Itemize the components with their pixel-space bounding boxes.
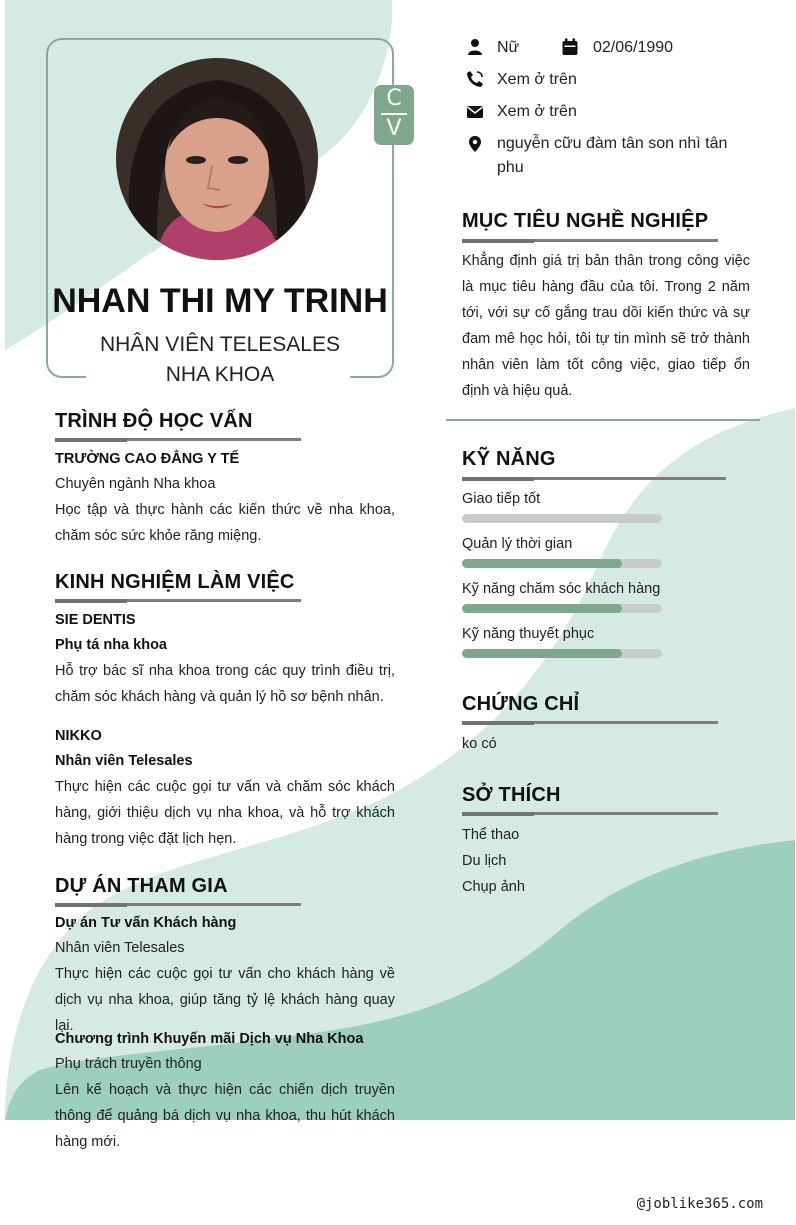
watermark: @joblike365.com xyxy=(636,1196,763,1212)
skills-title: KỸ NĂNG xyxy=(462,448,556,470)
certificates-title: CHỨNG CHỈ xyxy=(462,693,580,715)
projects-title: DỰ ÁN THAM GIA xyxy=(55,875,228,897)
skill-bar xyxy=(462,649,662,658)
skill-name: Kỹ năng chăm sóc khách hàng xyxy=(462,581,661,597)
objective-text: Khẳng định giá trị bản thân trong công việc là mục tiêu hàng đầu của tôi. Trong 2 năm tới, với sự cố gắng trau dồi kiến thức và sự đam mê học hỏi, tôi tự tin mình sẽ trở thành nhân viên làm tốt công việc, giao tiếp ổn định và hiệu quả. xyxy=(462,253,750,399)
experience-company: NIKKO xyxy=(55,728,102,744)
education-major: Chuyên ngành Nha khoa xyxy=(55,476,216,492)
hobby-item: Thể thao xyxy=(462,827,520,843)
skill-name: Giao tiếp tốt xyxy=(462,491,541,507)
hobbies-title: SỞ THÍCH xyxy=(462,784,561,806)
hobbies-rule xyxy=(462,812,718,815)
project-role: Phụ trách truyền thông xyxy=(55,1056,202,1072)
phone-value: Xem ở trên xyxy=(497,71,577,88)
project-name: Chương trình Khuyến mãi Dịch vụ Nha Khoa xyxy=(55,1031,364,1047)
role-line-2: NHA KHOA xyxy=(165,363,275,386)
experience-rule xyxy=(55,599,301,602)
experience-position: Phụ tá nha khoa xyxy=(55,637,167,653)
address-value: nguyễn cữu đàm tân son nhì tân phu xyxy=(497,135,728,176)
projects-rule xyxy=(55,903,301,906)
skill-name: Quản lý thời gian xyxy=(462,536,573,552)
cv-badge xyxy=(374,85,414,145)
skill-bar-fill xyxy=(462,604,622,613)
section-divider xyxy=(446,419,760,421)
gender-value: Nữ xyxy=(497,39,520,56)
experience-description: Thực hiện các cuộc gọi tư vấn và chăm sóc khách hàng, giới thiệu dịch vụ nha khoa, và hỗ trợ khách hàng trong việc đặt lịch hẹn. xyxy=(55,779,395,847)
hobby-item: Chụp ảnh xyxy=(462,879,525,895)
project-role: Nhân viên Telesales xyxy=(55,940,185,956)
skill-bar xyxy=(462,604,662,613)
project-name: Dự án Tư vấn Khách hàng xyxy=(55,915,237,931)
candidate-name: NHAN THI MY TRINH xyxy=(52,282,388,320)
skill-bar xyxy=(462,514,662,523)
objective-rule xyxy=(462,239,718,242)
role-line-1: NHÂN VIÊN TELESALES xyxy=(99,333,341,356)
skill-bar-fill xyxy=(462,649,622,658)
certificates-rule xyxy=(462,721,718,724)
education-rule xyxy=(55,438,301,441)
birthday-value: 02/06/1990 xyxy=(593,39,674,56)
education-description: Học tập và thực hành các kiến thức về nha khoa, chăm sóc sức khỏe răng miệng. xyxy=(55,502,395,544)
skills-rule xyxy=(462,477,726,480)
school-name: TRƯỜNG CAO ĐẲNG Y TẾ xyxy=(55,451,240,467)
project-description: Thực hiện các cuộc gọi tư vấn cho khách hàng về dịch vụ nha khoa, giúp tăng tỷ lệ khách hàng quay lại. xyxy=(55,966,395,1034)
calendar-icon xyxy=(561,38,579,56)
experience-position: Nhân viên Telesales xyxy=(55,753,193,769)
person-icon xyxy=(466,38,484,56)
skill-name: Kỹ năng thuyết phục xyxy=(462,626,595,642)
experience-title: KINH NGHIỆM LÀM VIỆC xyxy=(55,571,295,593)
phone-icon xyxy=(466,70,484,88)
education-title: TRÌNH ĐỘ HỌC VẤN xyxy=(55,410,253,432)
skill-bar xyxy=(462,559,662,568)
cv-badge-bottom: V xyxy=(386,115,402,141)
map-pin-icon xyxy=(466,135,484,153)
experience-description: Hỗ trợ bác sĩ nha khoa trong các quy trình điều trị, chăm sóc khách hàng và quản lý hồ sơ bệnh nhân. xyxy=(55,663,395,705)
skill-bar-fill xyxy=(462,559,622,568)
certificates-text: ko có xyxy=(462,736,497,752)
cv-badge-top: C xyxy=(386,86,402,111)
experience-company: SIE DENTIS xyxy=(55,612,136,628)
objective-title: MỤC TIÊU NGHỀ NGHIỆP xyxy=(462,210,709,232)
avatar xyxy=(116,58,318,260)
project-description: Lên kế hoạch và thực hiện các chiến dịch truyền thông để quảng bá dịch vụ nha khoa, thu hút khách hàng mới. xyxy=(55,1082,395,1150)
candidate-role xyxy=(46,330,394,390)
envelope-icon xyxy=(466,103,484,121)
hobby-item: Du lịch xyxy=(462,853,507,869)
email-value: Xem ở trên xyxy=(497,103,577,120)
